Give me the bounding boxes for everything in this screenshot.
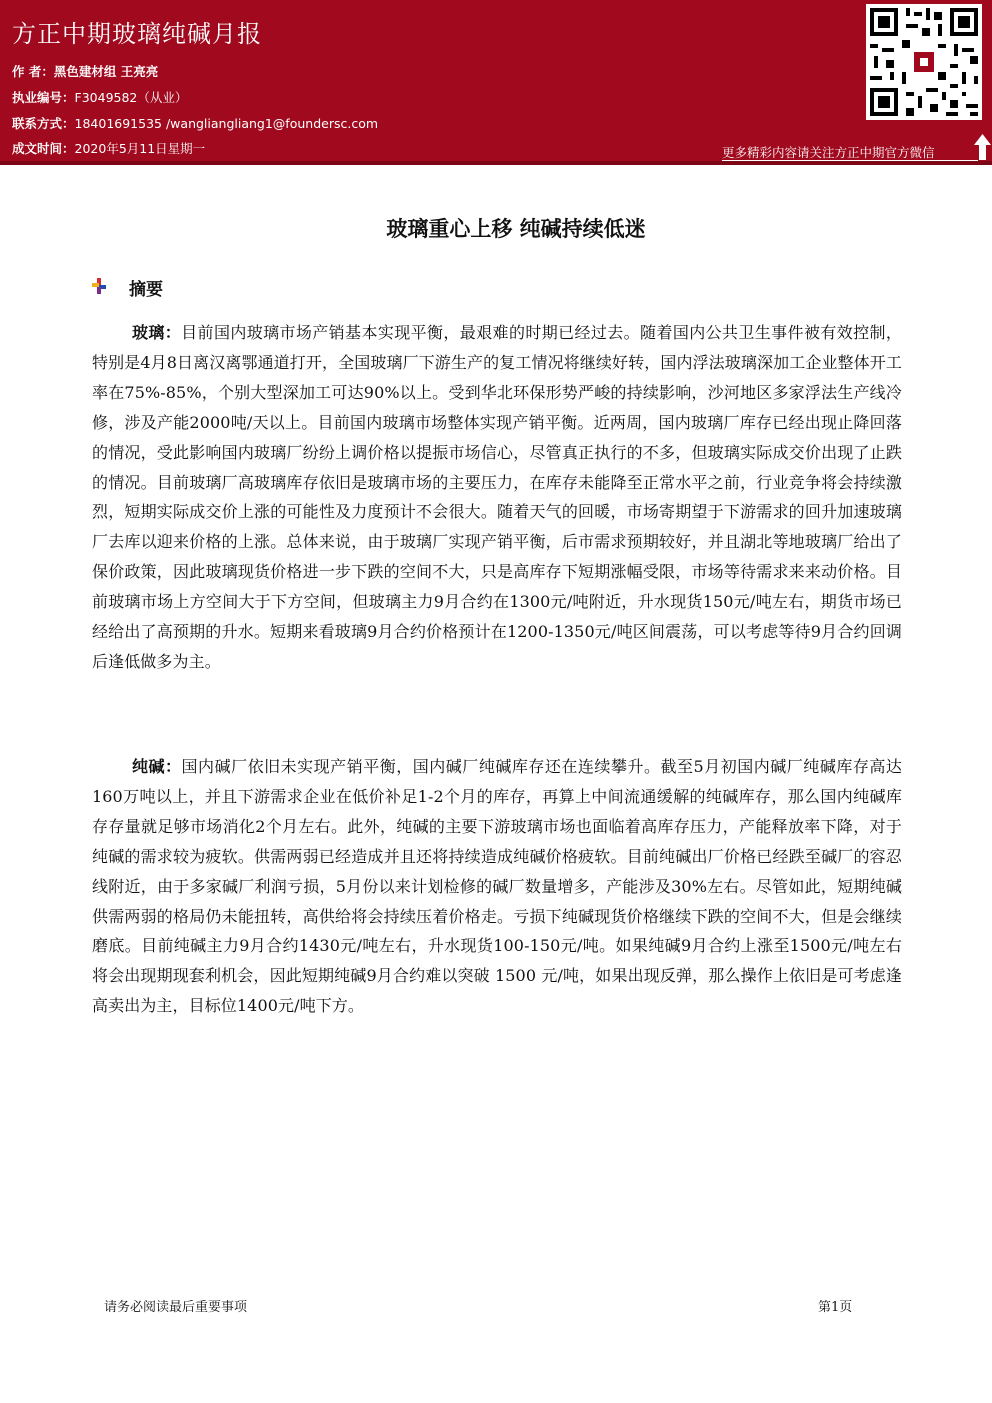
date-label: 成文时间：	[12, 141, 75, 156]
license-row	[12, 88, 187, 106]
soda-paragraph	[92, 752, 902, 1021]
author-value: 黑色建材组 王亮亮	[53, 64, 159, 79]
soda-lead: 纯碱：	[132, 757, 182, 776]
contact-row	[12, 114, 378, 132]
license-label: 执业编号：	[12, 90, 75, 105]
license-value: F3049582（从业）	[74, 90, 188, 105]
contact-label: 联系方式：	[12, 116, 75, 131]
date-row	[12, 139, 205, 157]
author-row	[12, 62, 158, 80]
qr-code-icon[interactable]	[866, 4, 982, 120]
section-title: 摘要	[129, 280, 163, 300]
glass-lead: 玻璃：	[132, 323, 182, 342]
arrow-up-icon	[973, 133, 992, 161]
section-bullet-icon	[92, 278, 106, 294]
footer-notice: 请务必阅读最后重要事项	[104, 1300, 248, 1315]
follow-wechat-text: 更多精彩内容请关注方正中期官方微信	[722, 145, 935, 160]
document-title: 玻璃重心上移 纯碱持续低迷	[386, 217, 646, 241]
header-banner	[0, 0, 992, 161]
date-value: 2020年5月11日星期一	[74, 141, 206, 156]
contact-value: 18401691535 /wangliangliang1@foundersc.com	[74, 116, 379, 131]
author-label: 作 者：	[12, 64, 54, 79]
header-rule	[0, 161, 992, 165]
report-title: 方正中期玻璃纯碱月报	[12, 20, 262, 48]
soda-text: 国内碱厂依旧未实现产销平衡，国内碱厂纯碱库存还在连续攀升。截至5月初国内碱厂纯碱库存高达160万吨以上，并且下游需求企业在低价补足1-2个月的库存，再算上中间流通缓解的纯碱库存，那么国内纯碱库存存量就足够市场消化2个月左右。此外，纯碱的主要下游玻璃市场也面临着高库存压力，产能释放率下降，对于纯碱的需求较为疲软。供需两弱已经造成并且还将持续造成纯碱价格疲软。目前纯碱出厂价格已经跌至碱厂的容忍线附近，由于多家碱厂利润亏损，5月份以来计划检修的碱厂数量增多，产能涉及30%左右。尽管如此，短期纯碱供需两弱的格局仍未能扭转，高供给将会持续压着价格走。亏损下纯碱现货价格继续下跌的空间不大，但是会继续磨底。目前纯碱主力9月合约1430元/吨左右，升水现货100-150元/吨。如果纯碱9月合约上涨至1500元/吨左右将会出现期现套利机会，因此短期纯碱9月合约难以突破 1500 元/吨，如果出现反弹，那么操作上依旧是可考虑逢高卖出为主，目标位1400元/吨下方。	[92, 757, 902, 1016]
glass-text: 目前国内玻璃市场产销基本实现平衡，最艰难的时期已经过去。随着国内公共卫生事件被有效控制，特别是4月8日离汉离鄂通道打开，全国玻璃厂下游生产的复工情况将继续好转，国内浮法玻璃深加工企业整体开工率在75%-85%，个别大型深加工可达90%以上。受到华北环保形势严峻的持续影响，沙河地区多家浮法生产线冷修，涉及产能2000吨/天以上。目前国内玻璃市场整体实现产销平衡。近两周，国内玻璃厂库存已经出现止降回落的情况，受此影响国内玻璃厂纷纷上调价格以提振市场信心，尽管真正执行的不多，但玻璃实际成交价出现了止跌的情况。目前玻璃厂高玻璃库存依旧是玻璃市场的主要压力，在库存未能降至正常水平之前，行业竞争将会持续激烈，短期实际成交价上涨的可能性及力度预计不会很大。随着天气的回暖，市场寄期望于下游需求的回升加速玻璃厂去库以迎来价格的上涨。总体来说，由于玻璃厂实现产销平衡，后市需求预期较好，并且湖北等地玻璃厂给出了保价政策，因此玻璃现货价格进一步下跌的空间不大，只是高库存下短期涨幅受限，市场等待需求来来动价格。目前玻璃市场上方空间大于下方空间，但玻璃主力9月合约在1300元/吨附近，升水现货150元/吨左右，期货市场已经给出了高预期的升水。短期来看玻璃9月合约价格预计在1200-1350元/吨区间震荡，可以考虑等待9月合约回调后逢低做多为主。	[92, 323, 902, 671]
page-number: 第1页	[818, 1300, 853, 1315]
glass-paragraph	[92, 318, 902, 677]
